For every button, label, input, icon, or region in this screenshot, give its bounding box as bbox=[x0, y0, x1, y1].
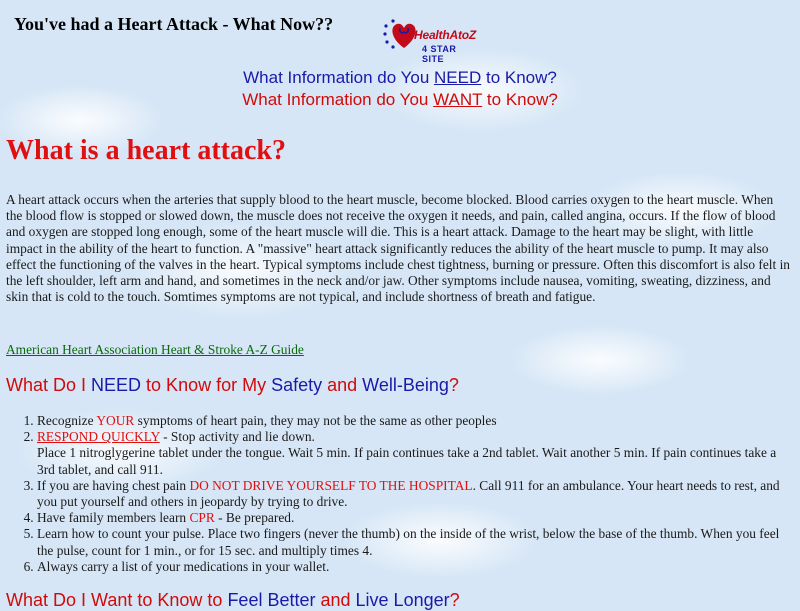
list-item: 3. If you are having chest pain DO NOT DRIVE YOURSELF TO THE HOSPITAL. Call 911 for an ambulance. Your heart needs to rest, and you put yourself and others in jeopardy by trying to drive. bbox=[37, 478, 797, 510]
need-link[interactable]: NEED bbox=[434, 68, 482, 87]
info-need-line: What Information do You NEED to Know? bbox=[243, 68, 557, 87]
page-title: You've had a Heart Attack - What Now?? bbox=[14, 14, 334, 34]
section-heading-need-to-know: What Do I NEED to Know for My Safety and Well-Being? bbox=[6, 375, 459, 395]
respond-quickly-link[interactable]: RESPOND QUICKLY bbox=[37, 429, 160, 445]
list-item: 1. Recognize YOUR symptoms of heart pain, they may not be the same as other peoples bbox=[37, 413, 797, 429]
section-heading-want-to-know: What Do I Want to Know to Feel Better and Live Longer? bbox=[6, 590, 460, 610]
logo-brand-text: HealthAtoZ bbox=[414, 28, 476, 42]
info-want-line: What Information do You WANT to Know? bbox=[242, 90, 558, 109]
list-item: 6. Always carry a list of your medications in your wallet. bbox=[37, 559, 797, 575]
list-item: 2. RESPOND QUICKLY - Stop activity and lie down. Place 1 nitroglygerine tablet under the tongue. Wait 5 min. If pain continues take a 2nd tablet. Wait another 5 min. If pain continues take a 3rd tablet, and call 911. bbox=[37, 429, 797, 478]
heart-attack-paragraph: A heart attack occurs when the arteries that supply blood to the heart muscle, become blocked. Blood carries oxygen to the heart muscle. When the blood flow is stopped or slowed down, the muscle does not receive the oxygen it needs, and pain, called angina, occurs. If the flow of blood and oxygen are stopped long enough, some of the heart muscle will die. This is a heart attack. Damage to the heart may be slight, with little impact in the ability of the heart to function. A "massive" heart attack significantly reduces the ability of the heart muscle to pump. It may also effect the functioning of the valves in the heart. Typical symptoms include chest tightness, burning or pressure. Often this discomfort is also felt in the left shoulder, left arm and hand, and sometimes in the neck and/or jaw. Other symptoms include nausea, vomiting, sweating, dizziness, and skin that is cold to the touch. Somtimes symptoms are not typical, and include shortness of breath and fatigue. bbox=[6, 192, 790, 305]
section-heading-heart-attack: What is a heart attack? bbox=[6, 135, 286, 166]
want-link[interactable]: WANT bbox=[433, 90, 483, 109]
list-item: 4. Have family members learn CPR - Be prepared. bbox=[37, 510, 797, 526]
healthatoz-logo[interactable] bbox=[374, 14, 478, 64]
heart-stars-icon bbox=[382, 16, 418, 52]
list-item: 5. Learn how to count your pulse. Place two fingers (never the thumb) on the inside of the wrist, below the base of the thumb. When you feel the pulse, count for 1 min., or for 15 sec. and multiply times 4. bbox=[37, 526, 797, 558]
logo-tagline: 4 STAR SITE bbox=[422, 44, 457, 64]
aha-guide-link[interactable]: American Heart Association Heart & Stroke A-Z Guide bbox=[6, 342, 304, 357]
safety-list bbox=[0, 413, 797, 575]
